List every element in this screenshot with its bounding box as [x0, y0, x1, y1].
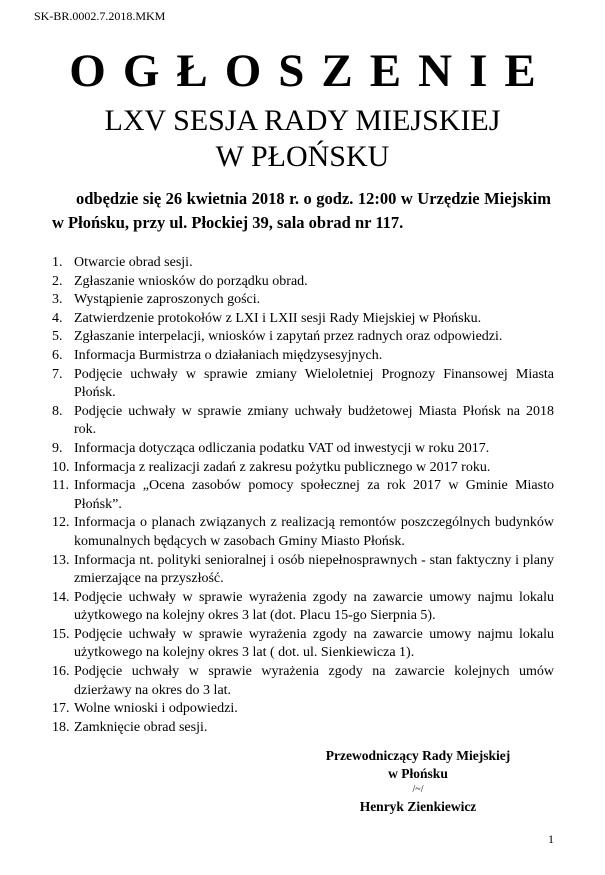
- list-item: [52, 477, 554, 514]
- item-number: 8.: [52, 403, 63, 419]
- item-text: Zatwierdzenie protokołów z LXI i LXII sesji Rady Miejskiej w Płońsku.: [74, 310, 482, 326]
- item-text: Podjęcie uchwały w sprawie zmiany Wieloletniej Prognozy Finansowej Miasta Płońsk.: [74, 366, 554, 401]
- item-number: 6.: [52, 347, 63, 363]
- list-item: [52, 700, 554, 719]
- item-text: Informacja z realizacji zadań z zakresu pożytku publicznego w 2017 roku.: [74, 459, 491, 475]
- item-text: Wolne wnioski i odpowiedzi.: [74, 701, 238, 717]
- signature-mark: /~/: [412, 784, 424, 795]
- list-item: [52, 254, 554, 273]
- list-item: [52, 663, 554, 700]
- item-text: Podjęcie uchwały w sprawie zmiany uchwały budżetowej Miasta Płońsk na 2018 rok.: [74, 403, 554, 438]
- signature-title: Przewodniczący Rady Miejskiej: [325, 748, 511, 763]
- item-number: 15.: [52, 626, 70, 642]
- item-text: Podjęcie uchwały w sprawie wyrażenia zgody na zawarcie umowy najmu lokalu użytkowego na kolejny okres 3 lat (dot. Placu 15-go Sierpnia 5).: [74, 589, 554, 624]
- item-number: 4.: [52, 310, 63, 326]
- list-item: [52, 366, 554, 403]
- list-item: [52, 328, 554, 347]
- list-item: [52, 514, 554, 551]
- item-number: 13.: [52, 552, 70, 568]
- item-text: Informacja „Ocena zasobów pomocy społecznej za rok 2017 w Gminie Miasto Płońsk”.: [74, 478, 554, 512]
- list-item: [52, 347, 554, 366]
- list-item: [52, 626, 554, 663]
- item-number: 12.: [52, 515, 70, 531]
- item-text: Informacja dotycząca odliczania podatku VAT od inwestycji w roku 2017.: [74, 440, 490, 456]
- item-text: Wystąpienie zaproszonych gości.: [74, 292, 261, 308]
- agenda-list: [52, 254, 554, 737]
- item-text: Zgłaszanie interpelacji, wniosków i zapytań przez radnych oraz odpowiedzi.: [74, 329, 503, 345]
- item-text: Podjęcie uchwały w sprawie wyrażenia zgody na zawarcie umowy najmu lokalu użytkowego na kolejny okres 3 lat ( dot. ul. Sienkiewicza 1).: [74, 626, 554, 661]
- item-text: Podjęcie uchwały w sprawie wyrażenia zgody na zawarcie kolejnych umów dzierżawy na okres do 3 lat.: [74, 664, 554, 698]
- item-text: Informacja nt. polityki senioralnej i osób niepełnosprawnych - stan faktyczny i plany zmierzające na przyszłość.: [74, 552, 554, 587]
- item-text: Informacja o planach związanych z realizacją remontów poszczególnych budynków komunalnych będących w zasobach Gminy Miasto Płońsk.: [74, 515, 554, 549]
- item-number: 11.: [52, 478, 69, 494]
- item-number: 9.: [52, 440, 63, 456]
- item-text: Zamknięcie obrad sesji.: [74, 719, 208, 735]
- item-text: Otwarcie obrad sesji.: [74, 255, 193, 270]
- list-item: [52, 589, 554, 626]
- list-item: [52, 440, 554, 459]
- list-item: [52, 291, 554, 310]
- list-item: [52, 310, 554, 329]
- item-number: 1.: [52, 255, 63, 270]
- list-item: [52, 459, 554, 478]
- item-number: 18.: [52, 719, 70, 735]
- item-number: 5.: [52, 329, 63, 345]
- page-title: OGŁOSZENIE: [69, 45, 553, 97]
- item-text: Informacja Burmistrza o działaniach międzysesyjnych.: [74, 347, 383, 363]
- list-item: [52, 719, 554, 738]
- list-item: [52, 403, 554, 440]
- item-number: 14.: [52, 589, 70, 605]
- signature-name: Henryk Zienkiewicz: [359, 799, 477, 814]
- item-text: Zgłaszanie wniosków do porządku obrad.: [74, 273, 308, 289]
- session-details: odbędzie się 26 kwietnia 2018 r. o godz. 12:00 w Urzędzie Miejskim w Płońsku, przy ul. Płockiej 39, sala obrad nr 117.: [52, 189, 551, 232]
- document-reference: SK-BR.0002.7.2018.MKM: [34, 9, 166, 23]
- list-item: [52, 273, 554, 292]
- session-location-title: W PŁOŃSKU: [215, 140, 390, 173]
- page-number: 1: [548, 832, 554, 846]
- session-title: LXV SESJA RADY MIEJSKIEJ: [104, 104, 501, 137]
- item-number: 3.: [52, 292, 63, 308]
- item-number: 7.: [52, 366, 63, 382]
- item-number: 10.: [52, 459, 70, 475]
- item-number: 17.: [52, 701, 70, 717]
- item-number: 16.: [52, 664, 70, 680]
- item-number: 2.: [52, 273, 63, 289]
- list-item: [52, 552, 554, 589]
- signature-place: w Płońsku: [388, 766, 448, 781]
